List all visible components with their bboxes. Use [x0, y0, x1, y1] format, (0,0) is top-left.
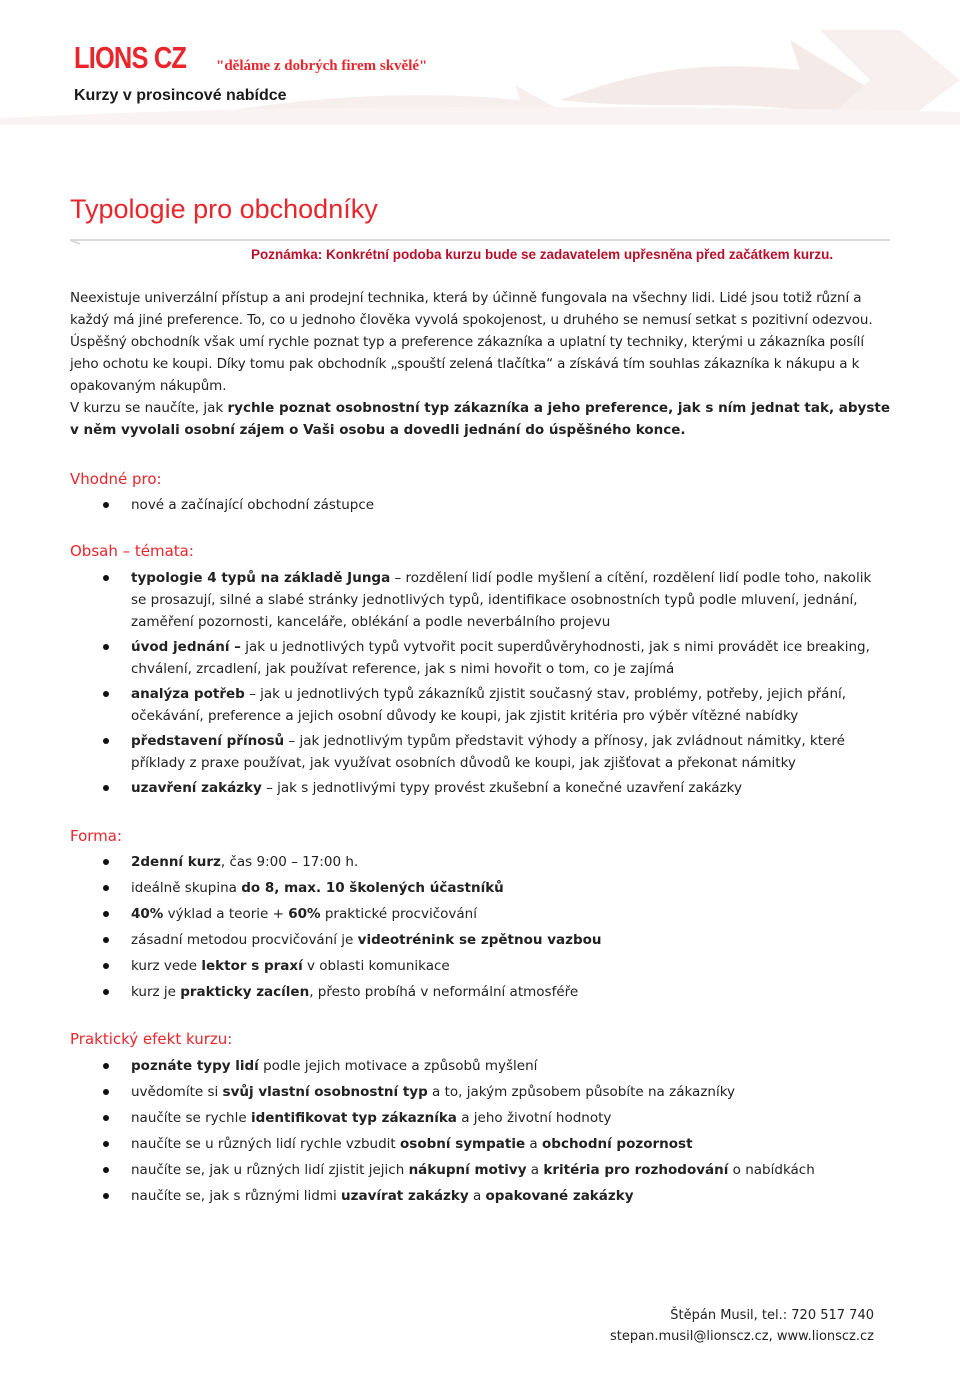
- topics-list: [70, 567, 890, 799]
- effect-item: naučíte se u různých lidí rychle vzbudit osobní sympatie a obchodní pozornost: [70, 1133, 890, 1155]
- brand-motto: "děláme z dobrých firem skvělé": [216, 58, 428, 74]
- form-item: kurz vede lektor s praxí v oblasti komunikace: [70, 955, 890, 977]
- topic-item: analýza potřeb – jak u jednotlivých typů zákazníků zjistit současný stav, problémy, potřeby, jejich přání, očekávání, preference a jejich osobní důvody ke koupi, jak zjistit kritéria pro výběr vítězné nabídky: [70, 683, 890, 727]
- header-subtitle: Kurzy v prosincové nabídce: [74, 87, 287, 104]
- form-list: [70, 851, 890, 1003]
- effect-item: naučíte se, jak s různými lidmi uzavírat zakázky a opakované zakázky: [70, 1185, 890, 1207]
- suitable-list: [70, 494, 890, 516]
- intro-paragraph: Neexistuje univerzální přístup a ani prodejní technika, která by účinně fungovala na všechny lidi. Lidé jsou totiž různí a každý má jiné preference. To, co u jednoho člověka vyvolá spokojenost, u druhého se nemusí setkat s pozitivní odezvou. Úspěšný obchodník však umí rychle poznat typ a preference zákazníka a uplatní ty techniky, kterými u zákazníka posílí jeho ochotu ke koupi. Díky tomu pak obchodník „spouští zelená tlačítka“ a získává tím souhlas zákazníka k nákupu a k opakovaným nákupům.: [70, 290, 873, 394]
- form-item: 2denní kurz, čas 9:00 – 17:00 h.: [70, 851, 890, 873]
- effect-item: naučíte se rychle identifikovat typ zákazníka a jeho životní hodnoty: [70, 1107, 890, 1129]
- contact-email-web: stepan.musil@lionscz.cz, www.lionscz.cz: [610, 1329, 874, 1344]
- topic-item: typologie 4 typů na základě Junga – rozdělení lidí podle myšlení a cítění, rozdělení lidí podle toho, nakolik se prosazují, silné a slabé stránky jednotlivých typů, identifikace osobnostních typů podle mluvení, jednání, zaměření pozornosti, kanceláře, oblékání a podle neverbálního projevu: [70, 567, 890, 633]
- form-item: zásadní metodou procvičování je videotrénink se zpětnou vazbou: [70, 929, 890, 951]
- form-item: ideálně skupina do 8, max. 10 školených účastníků: [70, 877, 890, 899]
- brand-logo: LIONS CZ: [74, 40, 187, 75]
- form-item: kurz je prakticky zacílen, přesto probíhá v neformální atmosféře: [70, 981, 890, 1003]
- page-title: Typologie pro obchodníky: [70, 194, 378, 224]
- section-heading-suitable: Vhodné pro:: [70, 470, 162, 488]
- section-heading-effect: Praktický efekt kurzu:: [70, 1030, 233, 1048]
- intro-text: [70, 287, 895, 441]
- contact-footer: [610, 1305, 874, 1347]
- effect-item: uvědomíte si svůj vlastní osobnostní typ a to, jakým způsobem působíte na zákazníky: [70, 1081, 890, 1103]
- effect-list: [70, 1055, 890, 1207]
- title-underline: [70, 237, 890, 245]
- course-note: Poznámka: Konkrétní podoba kurzu bude se zadavatelem upřesněna před začátkem kurzu.: [251, 247, 834, 262]
- list-item: nové a začínající obchodní zástupce: [70, 494, 890, 516]
- topic-item: uzavření zakázky – jak s jednotlivými typy provést zkušební a konečné uzavření zakázky: [70, 777, 890, 799]
- intro-paragraph-learn: V kurzu se naučíte, jak rychle poznat osobnostní typ zákazníka a jeho preference, jak s ním jednat tak, abyste v něm vyvolali osobní zájem o Vaši osobu a dovedli jednání do úspěšného konce.: [70, 400, 890, 438]
- effect-item: naučíte se, jak u různých lidí zjistit jejich nákupní motivy a kritéria pro rozhodování o nabídkách: [70, 1159, 890, 1181]
- contact-name-phone: Štěpán Musil, tel.: 720 517 740: [670, 1308, 874, 1323]
- section-heading-topics: Obsah – témata:: [70, 542, 194, 560]
- section-heading-form: Forma:: [70, 827, 123, 845]
- form-item: 40% výklad a teorie + 60% praktické procvičování: [70, 903, 890, 925]
- effect-item: poznáte typy lidí podle jejich motivace a způsobů myšlení: [70, 1055, 890, 1077]
- topic-item: úvod jednání – jak u jednotlivých typů vytvořit pocit superdůvěryhodnosti, jak s nimi provádět ice breaking, chválení, zrcadlení, jak používat reference, jak s nimi hovořit o tom, co je zajímá: [70, 636, 890, 680]
- topic-item: představení přínosů – jak jednotlivým typům představit výhody a přínosy, jak zvládnout námitky, které příklady z praxe používat, jak využívat osobních důvodů ke koupi, jak zjišťovat a překonat námitky: [70, 730, 890, 774]
